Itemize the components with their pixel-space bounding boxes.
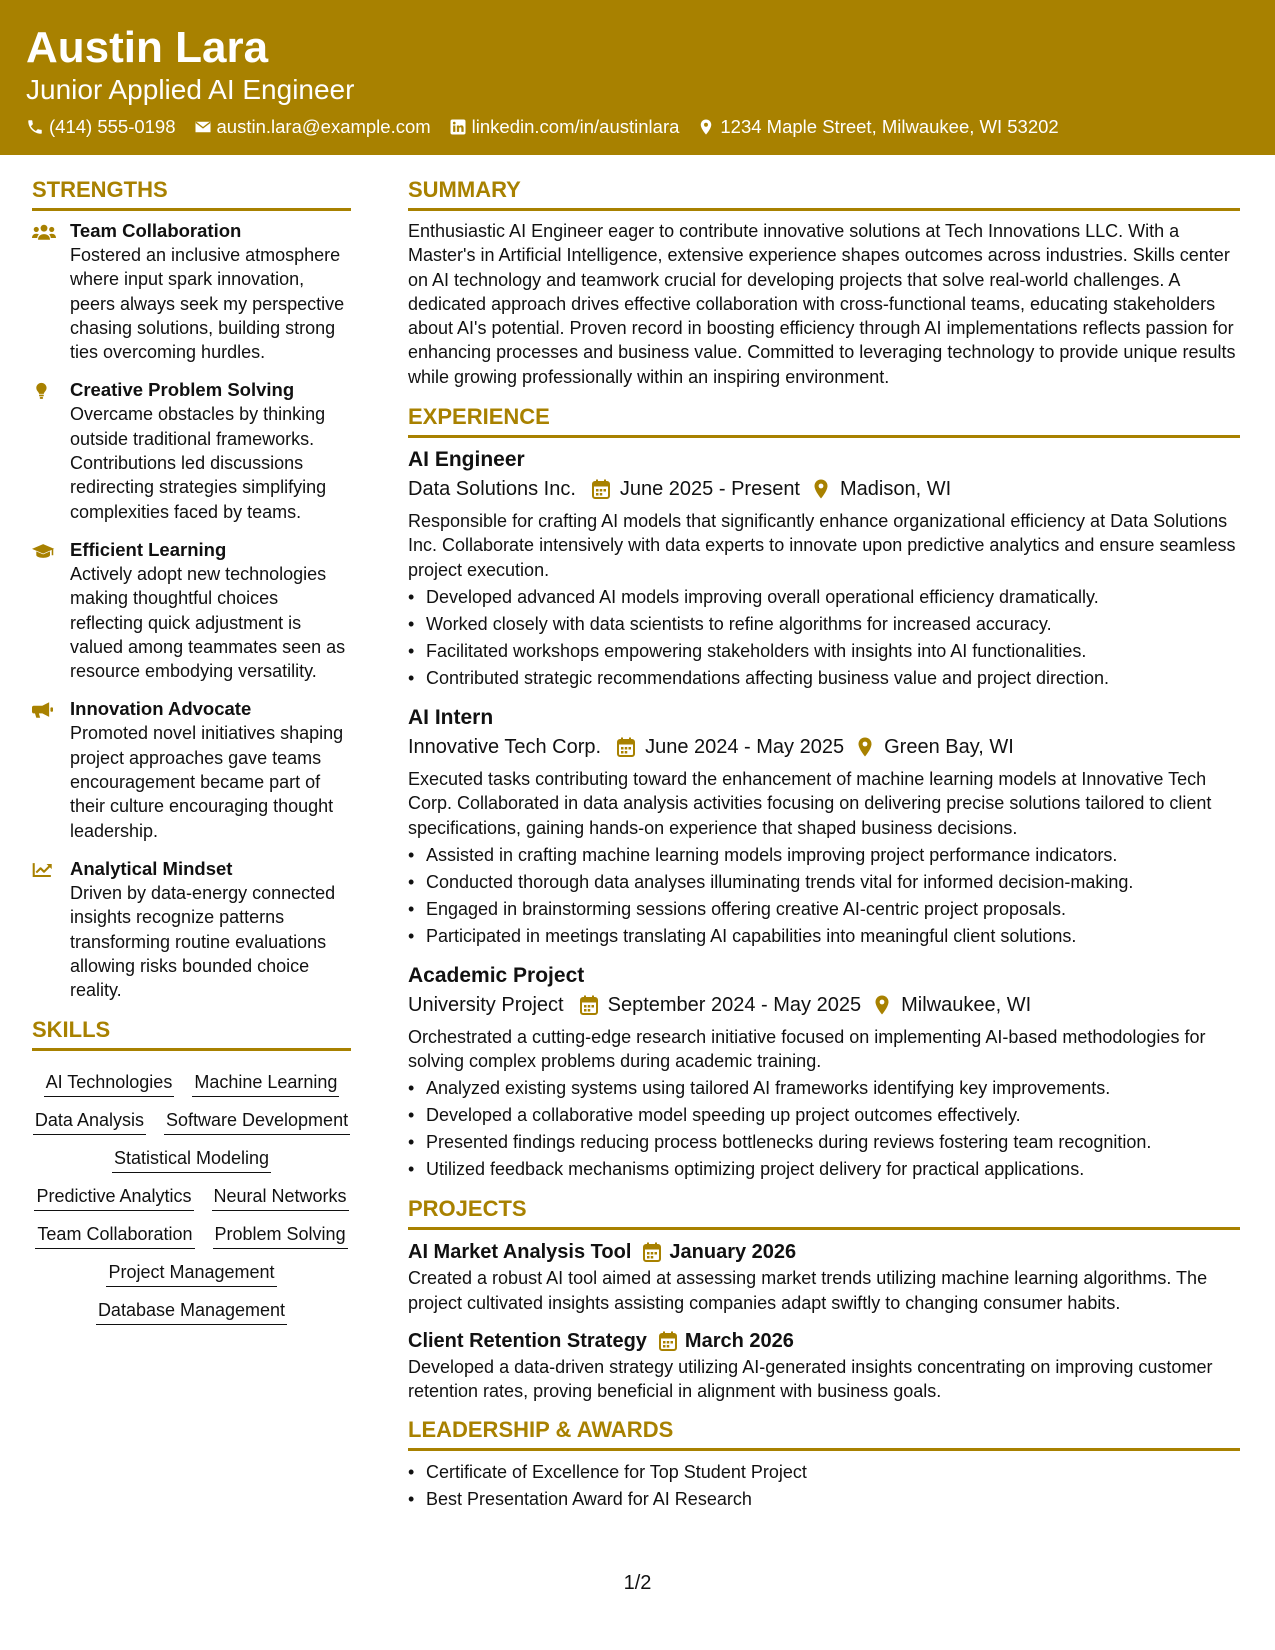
map-pin-icon xyxy=(697,118,715,136)
projects-heading: PROJECTS xyxy=(408,1195,1240,1230)
contact-linkedin[interactable] xyxy=(449,114,680,140)
job-bullet: • Contributed strategic recommendations affecting business value and project direction. xyxy=(426,665,1240,692)
job-bullets xyxy=(408,1075,1240,1183)
skill-tag: Statistical Modeling xyxy=(112,1147,271,1173)
strength-item xyxy=(32,538,351,683)
candidate-title: Junior Applied AI Engineer xyxy=(26,74,355,105)
strength-item xyxy=(32,697,351,842)
job-dates: June 2025 - Present xyxy=(619,478,800,501)
experience-entry xyxy=(408,446,1240,692)
strength-desc: Fostered an inclusive atmosphere where input spark innovation, peers always seek my perspective chasing solutions, building strong ties overcoming hurdles. xyxy=(70,245,345,363)
job-meta xyxy=(408,474,1240,504)
calendar-icon xyxy=(580,995,598,1015)
skill-tag: Neural Networks xyxy=(212,1185,349,1211)
skill-tag: Machine Learning xyxy=(192,1071,339,1097)
strength-item xyxy=(32,378,351,523)
candidate-name: Austin Lara xyxy=(26,23,269,72)
calendar-icon xyxy=(643,1242,661,1262)
experience-entry xyxy=(408,704,1240,950)
calendar-icon xyxy=(659,1331,677,1351)
users-icon xyxy=(32,222,56,242)
job-dates: June 2024 - May 2025 xyxy=(645,735,845,758)
lightbulb-icon xyxy=(32,381,56,401)
job-meta xyxy=(408,732,1240,762)
project-description: Created a robust AI tool aimed at assessing market trends utilizing machine learning algorithms. The project cultivated insights assisting companies adapt swiftly to changing consumer habits. xyxy=(408,1268,1208,1313)
left-column xyxy=(32,176,351,1325)
project-date: January 2026 xyxy=(669,1241,797,1264)
job-bullet: • Analyzed existing systems using tailored AI frameworks identifying key improvements. xyxy=(426,1075,1240,1102)
strength-desc: Driven by data-energy connected insights recognize patterns transforming routine evaluations allowing risks bounded choice reality. xyxy=(70,882,336,1001)
megaphone-icon xyxy=(32,700,56,720)
skill-tag: Software Development xyxy=(164,1109,350,1135)
contact-address xyxy=(697,114,1058,140)
job-dates: September 2024 - May 2025 xyxy=(607,993,862,1016)
map-pin-icon xyxy=(873,995,891,1015)
skill-tag: AI Technologies xyxy=(44,1071,175,1097)
resume-header xyxy=(0,0,1275,155)
job-title: Academic Project xyxy=(408,963,585,987)
company-name: Data Solutions Inc. xyxy=(408,478,576,501)
company-name: Innovative Tech Corp. xyxy=(408,735,602,758)
right-column xyxy=(408,176,1240,1513)
job-bullet: • Utilized feedback mechanisms optimizing project delivery for practical applications. xyxy=(426,1156,1240,1183)
job-bullet: • Participated in meetings translating AI capabilities into meaningful client solutions. xyxy=(426,923,1240,950)
summary-heading: SUMMARY xyxy=(408,176,1240,211)
job-bullet: • Assisted in crafting machine learning models improving project performance indicators. xyxy=(426,842,1240,869)
graduation-cap-icon xyxy=(32,541,56,561)
phone-icon xyxy=(26,118,44,136)
job-bullet: • Developed advanced AI models improving overall operational efficiency dramatically. xyxy=(426,584,1240,611)
skill-tag: Project Management xyxy=(106,1261,276,1287)
skill-tag: Predictive Analytics xyxy=(34,1185,193,1211)
address-text: 1234 Maple Street, Milwaukee, WI 53202 xyxy=(720,116,1059,137)
strength-title: Efficient Learning xyxy=(70,538,227,560)
strength-desc: Overcame obstacles by thinking outside traditional frameworks. Contributions led discussions redirecting strategies simplifying complexities faced by teams. xyxy=(70,404,327,522)
job-bullets xyxy=(408,584,1240,692)
skills-list xyxy=(32,1059,351,1325)
page-number: 1/2 xyxy=(623,1572,652,1594)
contact-bar xyxy=(26,114,1059,140)
contact-phone xyxy=(26,114,176,140)
award-item: • Best Presentation Award for AI Research xyxy=(426,1486,1240,1513)
strength-title: Analytical Mindset xyxy=(70,857,233,879)
job-bullets xyxy=(408,842,1240,950)
skill-tag: Problem Solving xyxy=(213,1223,348,1249)
strength-title: Creative Problem Solving xyxy=(70,379,295,401)
strengths-heading: STRENGTHS xyxy=(32,176,351,211)
project-title: Client Retention Strategy xyxy=(408,1330,647,1353)
job-location: Green Bay, WI xyxy=(884,735,1014,758)
skills-heading: SKILLS xyxy=(32,1016,351,1051)
job-bullet: • Worked closely with data scientists to refine algorithms for increased accuracy. xyxy=(426,611,1240,638)
job-description: Orchestrated a cutting-edge research initiative focused on implementing AI-based methodologies for solving complex problems during academic training. xyxy=(408,1026,1206,1072)
job-bullet: • Developed a collaborative model speeding up project outcomes effectively. xyxy=(426,1102,1240,1129)
email-text[interactable]: austin.lara@example.com xyxy=(216,116,431,137)
job-title: AI Engineer xyxy=(408,448,525,472)
map-pin-icon xyxy=(856,737,874,757)
contact-email[interactable] xyxy=(194,114,431,140)
strength-title: Innovation Advocate xyxy=(70,698,252,720)
company-name: University Project xyxy=(408,993,564,1016)
calendar-icon xyxy=(592,479,610,499)
project-title: AI Market Analysis Tool xyxy=(408,1241,632,1264)
job-location: Madison, WI xyxy=(840,478,952,501)
phone-text: (414) 555-0198 xyxy=(49,116,176,137)
experience-entry xyxy=(408,962,1240,1184)
job-location: Milwaukee, WI xyxy=(901,993,1032,1016)
project-description: Developed a data-driven strategy utilizing AI-generated insights concentrating on improving customer retention rates, proving beneficial in alignment with business goals. xyxy=(408,1357,1213,1402)
project-date: March 2026 xyxy=(684,1330,794,1353)
calendar-icon xyxy=(617,737,635,757)
envelope-icon xyxy=(194,118,212,136)
awards-list xyxy=(408,1459,1240,1513)
strength-item xyxy=(32,219,351,364)
project-entry xyxy=(408,1327,1240,1404)
job-bullet: • Facilitated workshops empowering stakeholders with insights into AI functionalities. xyxy=(426,638,1240,665)
strength-desc: Promoted novel initiatives shaping project approaches gave teams encouragement became part of their culture encouraging thought leadership. xyxy=(70,723,344,841)
project-entry xyxy=(408,1238,1240,1315)
linkedin-text[interactable]: linkedin.com/in/austinlara xyxy=(471,116,680,137)
job-bullet: • Engaged in brainstorming sessions offering creative AI-centric project proposals. xyxy=(426,896,1240,923)
job-meta xyxy=(408,990,1240,1020)
skill-tag: Team Collaboration xyxy=(35,1223,194,1249)
map-pin-icon xyxy=(812,479,830,499)
job-description: Executed tasks contributing toward the enhancement of machine learning models at Innovative Tech Corp. Collaborated in data analysis activities focusing on delivering precise solutions tailored to client specifications, gaining hands-on experience that shaped business decisions. xyxy=(408,768,1212,838)
strength-title: Team Collaboration xyxy=(70,220,242,241)
job-bullet: • Conducted thorough data analyses illuminating trends vital for informed decision-making. xyxy=(426,869,1240,896)
experience-heading: EXPERIENCE xyxy=(408,403,1240,438)
linkedin-icon xyxy=(449,118,467,136)
strength-item xyxy=(32,857,351,1002)
chart-line-icon xyxy=(32,860,56,880)
awards-heading: LEADERSHIP & AWARDS xyxy=(408,1416,1240,1451)
award-item: • Certificate of Excellence for Top Student Project xyxy=(426,1459,1240,1486)
strength-desc: Actively adopt new technologies making thoughtful choices reflecting quick adjustment is valued among teammates seen as resource embodying versatility. xyxy=(70,563,346,682)
job-bullet: • Presented findings reducing process bottlenecks during reviews fostering team recognition. xyxy=(426,1129,1240,1156)
job-description: Responsible for crafting AI models that significantly enhance organizational efficiency at Data Solutions Inc. Collaborate intensively with data experts to innovate upon predictive analytics and ensure seamless project execution. xyxy=(408,511,1236,580)
skill-tag: Data Analysis xyxy=(33,1109,146,1135)
summary-text: Enthusiastic AI Engineer eager to contribute innovative solutions at Tech Innovations LLC. With a Master's in Artificial Intelligence, extensive experience shapes outcomes across industries. Skills center on AI technology and teamwork crucial for developing projects that solve real-world challenges. A dedicated approach drives effective collaboration with cross-functional teams, educating stakeholders about AI's potential. Proven record in boosting efficiency through AI implementations reflects passion for enhancing processes and business value. Committed to leveraging technology to provide unique results while growing professionally within an inspiring environment. xyxy=(408,221,1236,387)
job-title: AI Intern xyxy=(408,705,494,729)
skill-tag: Database Management xyxy=(96,1299,287,1325)
